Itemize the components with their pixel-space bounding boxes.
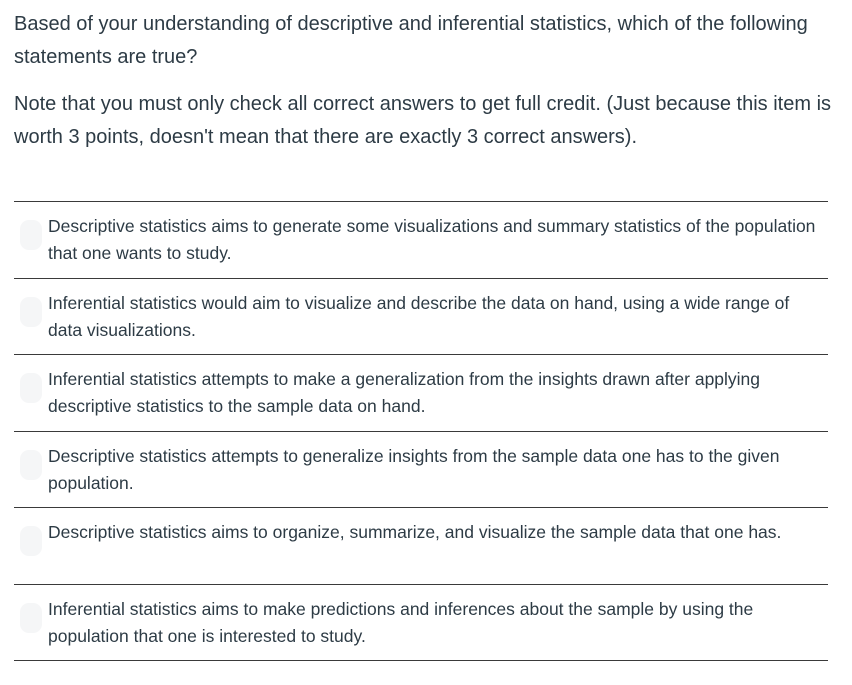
question-note: Note that you must only check all correct answers to get full credit. (Just because this item is worth 3 points, doesn't mean that there are exactly 3 correct answers). [14,93,832,148]
answer-label[interactable]: Descriptive statistics attempts to generalize insights from the sample data one has to the given population. [48,445,780,493]
answer-option-4[interactable] [14,432,828,509]
answer-label[interactable]: Descriptive statistics aims to generate some visualizations and summary statistics of the population that one wants to study. [48,216,816,263]
answer-label[interactable]: Inferential statistics aims to make predictions and inferences about the sample by using the population that one is interested to study. [48,598,754,646]
answer-checkbox[interactable] [20,220,42,250]
answer-checkbox[interactable] [20,603,42,633]
answer-checkbox[interactable] [20,450,42,480]
answer-option-5[interactable] [14,508,828,585]
answer-label[interactable]: Inferential statistics would aim to visualize and describe the data on hand, using a wide range of data visualizations. [48,292,790,340]
answer-label[interactable]: Inferential statistics attempts to make a generalization from the insights drawn after applying descriptive statistics to the sample data on hand. [48,369,761,416]
answer-label[interactable]: Descriptive statistics aims to organize, summarize, and visualize the sample data that one has. [48,522,782,542]
question-prompt: Based of your understanding of descriptive and inferential statistics, which of the following statements are true? [14,13,808,68]
answer-option-6[interactable] [14,585,828,662]
answer-option-1[interactable] [14,202,828,279]
answer-option-3[interactable] [14,355,828,432]
answer-option-2[interactable] [14,279,828,356]
answer-list [14,201,828,661]
answer-checkbox[interactable] [20,526,42,556]
answer-checkbox[interactable] [20,297,42,327]
answer-checkbox[interactable] [20,373,42,403]
question-text [14,8,840,154]
